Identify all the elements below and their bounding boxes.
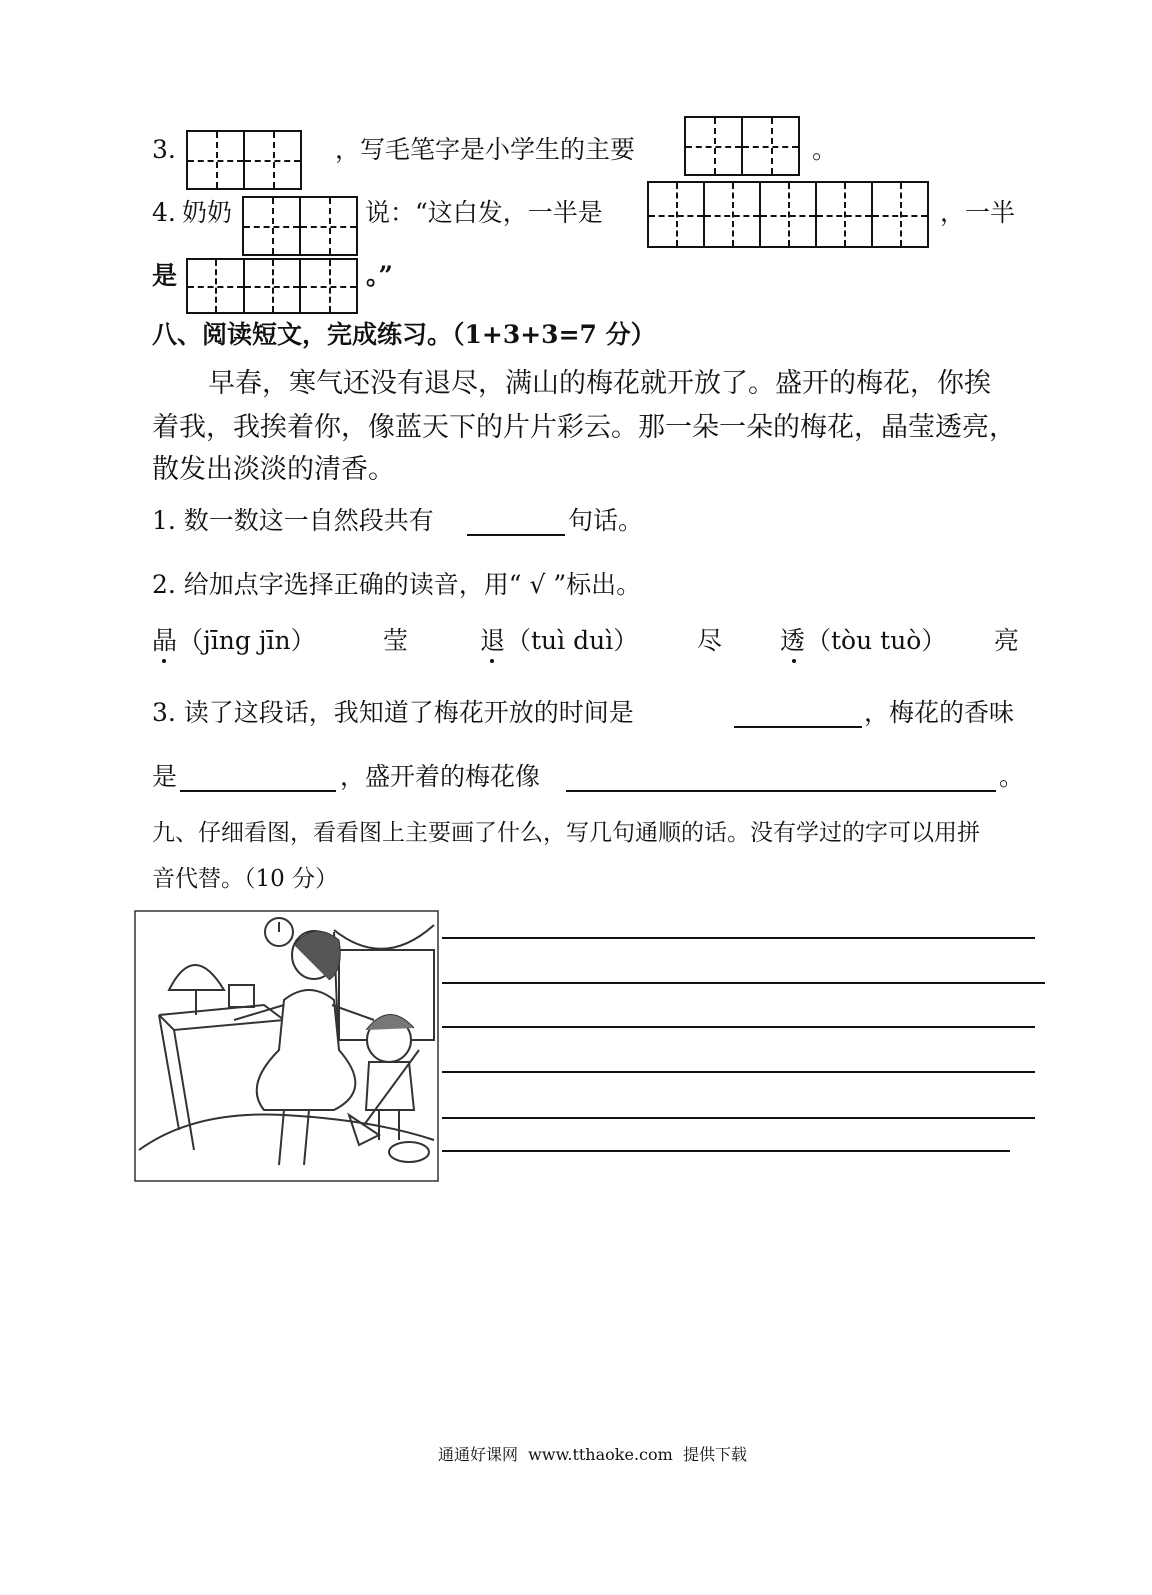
q4-text-1: 奶奶	[182, 198, 233, 227]
passage-line-3: 散发出淡淡的清香。	[152, 454, 395, 485]
illustration-mother-child-cleaning	[134, 910, 439, 1182]
pinyin-options-2[interactable]: （tuì duì）	[506, 626, 639, 655]
pinyin-char-3: 透	[780, 626, 806, 655]
pinyin-after-2: 尽	[697, 626, 723, 655]
s8-q3-blank-time[interactable]	[734, 692, 862, 728]
writing-line[interactable]	[442, 937, 1035, 939]
q3-end: 。	[812, 135, 838, 164]
q3-answer-grid-1[interactable]	[186, 130, 302, 190]
q4-line2-end: 。”	[366, 261, 393, 290]
s8-q3-text-2: ，梅花的香味	[864, 698, 1015, 727]
writing-line[interactable]	[442, 982, 1045, 984]
s8-q3-blank-smell[interactable]	[180, 756, 336, 792]
grid-cell	[188, 132, 245, 188]
s8-q1-text-2: 句话。	[568, 506, 644, 535]
writing-line[interactable]	[442, 1150, 1010, 1152]
grid-cell	[743, 118, 798, 174]
writing-line[interactable]	[442, 1026, 1035, 1028]
grid-cell	[301, 260, 356, 312]
pinyin-after-3: 亮	[994, 626, 1020, 655]
q4-number: 4.	[152, 198, 176, 227]
grid-cell	[245, 260, 302, 312]
grid-cell	[649, 183, 705, 246]
s8-q1-text: 1. 数一数这一自然段共有	[152, 506, 434, 535]
pinyin-char-2: 退	[480, 626, 506, 655]
s8-q3-line2-mid: ，盛开着的梅花像	[340, 762, 541, 791]
passage-line-1: 早春，寒气还没有退尽，满山的梅花就开放了。盛开的梅花，你挨	[208, 368, 991, 399]
grid-cell	[188, 260, 245, 312]
grid-cell	[686, 118, 743, 174]
q3-answer-grid-2[interactable]	[684, 116, 800, 176]
s8-q3-text: 3. 读了这段话，我知道了梅花开放的时间是	[152, 698, 634, 727]
q4-text-2: 说：“这白发，一半是	[365, 198, 603, 227]
footer-text: 通通好课网 www.tthaoke.com 提供下载	[438, 1445, 747, 1464]
grid-cell	[245, 132, 300, 188]
s8-q2-text: 2. 给加点字选择正确的读音，用“ √ ”标出。	[152, 570, 642, 599]
pinyin-after-1: 莹	[383, 626, 409, 655]
q4-line2-start: 是	[152, 261, 178, 290]
grid-cell	[873, 183, 927, 246]
emphasis-dot	[490, 659, 494, 663]
s8-q3-blank-like[interactable]	[566, 756, 996, 792]
passage-line-2: 着我，我挨着你，像蓝天下的片片彩云。那一朵一朵的梅花，晶莹透亮，	[152, 412, 1016, 443]
s8-q1-blank[interactable]	[467, 500, 565, 536]
pinyin-char-1: 晶	[152, 626, 178, 655]
grid-cell	[761, 183, 817, 246]
pinyin-options-3[interactable]: （tòu tuò）	[806, 626, 947, 655]
q3-number: 3.	[152, 135, 176, 164]
q4-answer-grid-3[interactable]	[186, 258, 358, 314]
q4-text-3: ，一半	[940, 198, 1016, 227]
pinyin-options-1[interactable]: （jīng jīn）	[178, 626, 316, 655]
s8-q3-line2-end: 。	[999, 762, 1025, 791]
emphasis-dot	[162, 659, 166, 663]
emphasis-dot	[792, 659, 796, 663]
grid-cell	[705, 183, 761, 246]
section9-title-line-2: 音代替。（10 分）	[152, 866, 339, 892]
q3-text: ，写毛笔字是小学生的主要	[335, 135, 636, 164]
writing-line[interactable]	[442, 1071, 1035, 1073]
q4-answer-grid-2[interactable]	[647, 181, 929, 248]
grid-cell	[244, 198, 301, 254]
grid-cell	[817, 183, 873, 246]
section9-title-line-1: 九、仔细看图，看看图上主要画了什么，写几句通顺的话。没有学过的字可以用拼	[152, 820, 980, 846]
writing-line[interactable]	[442, 1117, 1035, 1119]
section8-title: 八、阅读短文，完成练习。（1+3+3=7 分）	[152, 320, 656, 349]
q4-answer-grid-1[interactable]	[242, 196, 358, 256]
s8-q3-line2-start: 是	[152, 762, 178, 791]
grid-cell	[301, 198, 356, 254]
